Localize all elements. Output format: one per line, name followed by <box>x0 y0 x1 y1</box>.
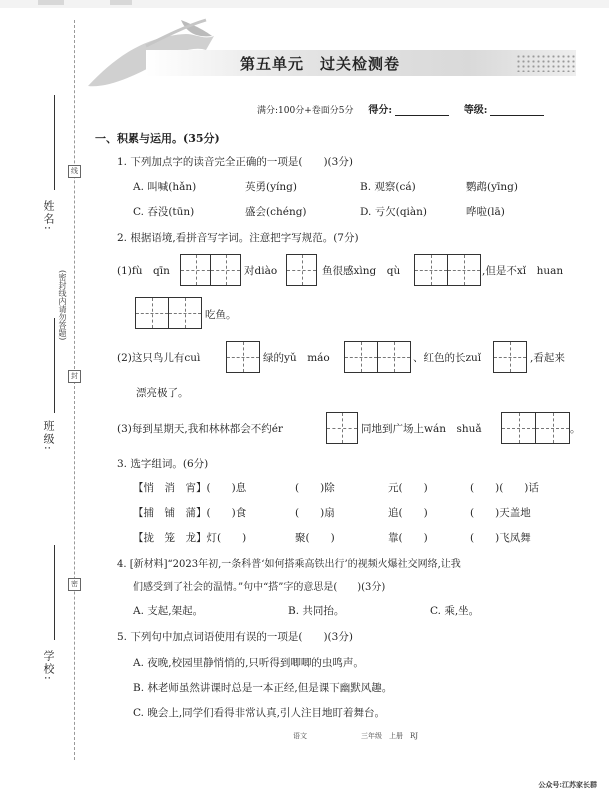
q2-p3-end: 。 <box>570 423 581 435</box>
q2-writing-grid[interactable] <box>180 254 241 286</box>
q4-option-b[interactable]: B. 共同抬。 <box>288 605 345 617</box>
q2-writing-grid[interactable] <box>286 254 317 286</box>
footer-subject: 语文 <box>293 732 307 740</box>
q2-writing-grid[interactable] <box>493 341 527 373</box>
q1-option-a[interactable]: A. 叫喊(hǎn) <box>133 181 197 193</box>
q3-row3-group: 【拢 笼 龙】灯( ) <box>133 532 247 544</box>
q5-stem: 5. 下列句中加点词语使用有误的一项是( )(3分) <box>117 631 353 643</box>
q2-p1-pinyin-xihuan: ,但是不xǐ huan <box>482 265 564 277</box>
q3-row3-word2[interactable]: 聚( ) <box>295 532 335 544</box>
score-label: 得分: <box>368 105 393 116</box>
q4-option-a[interactable]: A. 支起,架起。 <box>133 605 204 617</box>
name-blank <box>54 95 55 190</box>
q2-writing-grid[interactable] <box>135 297 202 329</box>
name-label: 姓名: <box>42 200 55 232</box>
fold-mark-secret: 密 <box>68 578 81 591</box>
q1-option-c-word2: 盛会(chéng) <box>245 206 307 218</box>
q1-option-c[interactable]: C. 吞没(tūn) <box>133 206 195 218</box>
q3-row1-group: 【悄 消 宵】( )息 <box>133 482 247 494</box>
q2-writing-grid[interactable] <box>414 254 481 286</box>
school-label: 学校: <box>42 650 55 682</box>
grade-label: 等级: <box>463 105 488 116</box>
q3-row1-word4[interactable]: ( )( )话 <box>470 482 539 494</box>
q3-row2-word2[interactable]: ( )扇 <box>295 507 335 519</box>
q2-p2-pinyin-cui: (2)这只鸟儿有cuì <box>117 352 201 364</box>
q3-row2-group: 【捕 铺 蒲】( )食 <box>133 507 247 519</box>
q2-p3-pinyin-er: (3)每到星期天,我和林林都会不约ér <box>117 423 283 435</box>
q2-p1-pinyin-diao: 对diào <box>244 265 278 277</box>
q2-writing-grid[interactable] <box>226 341 260 373</box>
full-marks: 满分:100分+卷面分5分 <box>257 106 354 116</box>
q1-option-d-word2: 哗啦(lā) <box>466 206 505 218</box>
q3-row3-word3[interactable]: 靠( ) <box>388 532 428 544</box>
fold-mark-seal: 封 <box>68 370 81 383</box>
q1-option-a-word2: 英勇(yíng) <box>245 181 297 193</box>
score-line <box>257 101 544 116</box>
q2-p2-pinyin-zui: 、红色的长zuǐ <box>413 352 482 364</box>
footer-grade: 三年级 上册 RJ <box>361 732 419 740</box>
q3-stem: 3. 选字组词。(6分) <box>117 458 209 470</box>
q1-option-d[interactable]: D. 亏欠(qiàn) <box>360 206 428 218</box>
q2-stem: 2. 根据语境,看拼音写字词。注意把字写规范。(7分) <box>117 232 359 244</box>
q3-row3-word4[interactable]: ( )飞凤舞 <box>470 532 531 544</box>
q2-p2-pinyin-yumao: 绿的yǔ máo <box>263 352 330 364</box>
class-blank <box>54 318 55 413</box>
q4-stem-line2: 们感受到了社会的温情。”句中“搭”字的意思是( )(3分) <box>133 582 386 593</box>
q5-option-a[interactable]: A. 夜晚,校园里静悄悄的,只听得到唧唧的虫鸣声。 <box>133 657 364 669</box>
brand-watermark: 公众号:江苏家长群 <box>538 780 597 789</box>
q2-p1-pinyin-xingqu: 鱼很感xìng qù <box>322 265 401 277</box>
school-blank <box>54 545 55 640</box>
top-toolbar-strip <box>0 0 609 8</box>
q2-p1-end: 吃鱼。 <box>205 309 237 321</box>
q2-p3-pinyin-wanshua: 同地到广场上wán shuǎ <box>361 423 482 435</box>
section-heading: 一、积累与运用。(35分) <box>95 132 220 145</box>
q5-option-c[interactable]: C. 晚会上,同学们看得非常认真,引人注目地盯着舞台。 <box>133 707 386 719</box>
class-label: 班级: <box>42 420 55 452</box>
seal-note: (密封线内请勿答题) <box>58 270 67 341</box>
q2-p2-continuation: 漂亮极了。 <box>136 387 189 399</box>
q2-writing-grid[interactable] <box>501 412 570 444</box>
q3-row1-word3[interactable]: 元( ) <box>388 482 428 494</box>
page-title: 第五单元 过关检测卷 <box>240 55 401 73</box>
q3-row2-word4[interactable]: ( )天盖地 <box>470 507 531 519</box>
q3-row1-word2[interactable]: ( )除 <box>295 482 335 494</box>
q2-writing-grid[interactable] <box>344 341 411 373</box>
q3-row2-word3[interactable]: 追( ) <box>388 507 428 519</box>
binding-line <box>74 20 75 760</box>
q1-stem: 1. 下列加点字的读音完全正确的一项是( )(3分) <box>117 156 353 168</box>
q5-option-b[interactable]: B. 林老师虽然讲课时总是一本正经,但是课下幽默风趣。 <box>133 682 393 694</box>
q1-option-b-word2: 鹦鹉(yīng) <box>466 181 518 193</box>
q4-option-c[interactable]: C. 乘,坐。 <box>430 605 480 617</box>
q2-writing-grid[interactable] <box>326 412 358 444</box>
q4-stem-line1: 4. [新材料]“2023年初,一条科普‘如何搭乘高铁出行’的视频火爆社交网络,让我 <box>117 559 461 570</box>
score-blank[interactable] <box>395 105 449 116</box>
q1-option-b[interactable]: B. 观察(cá) <box>360 181 416 193</box>
q2-p2-end: ,看起来 <box>530 352 565 364</box>
fold-mark-line: 线 <box>68 165 81 178</box>
q2-p1-pinyin-fuqin: (1)fù qīn <box>117 265 170 277</box>
grade-blank[interactable] <box>490 105 544 116</box>
